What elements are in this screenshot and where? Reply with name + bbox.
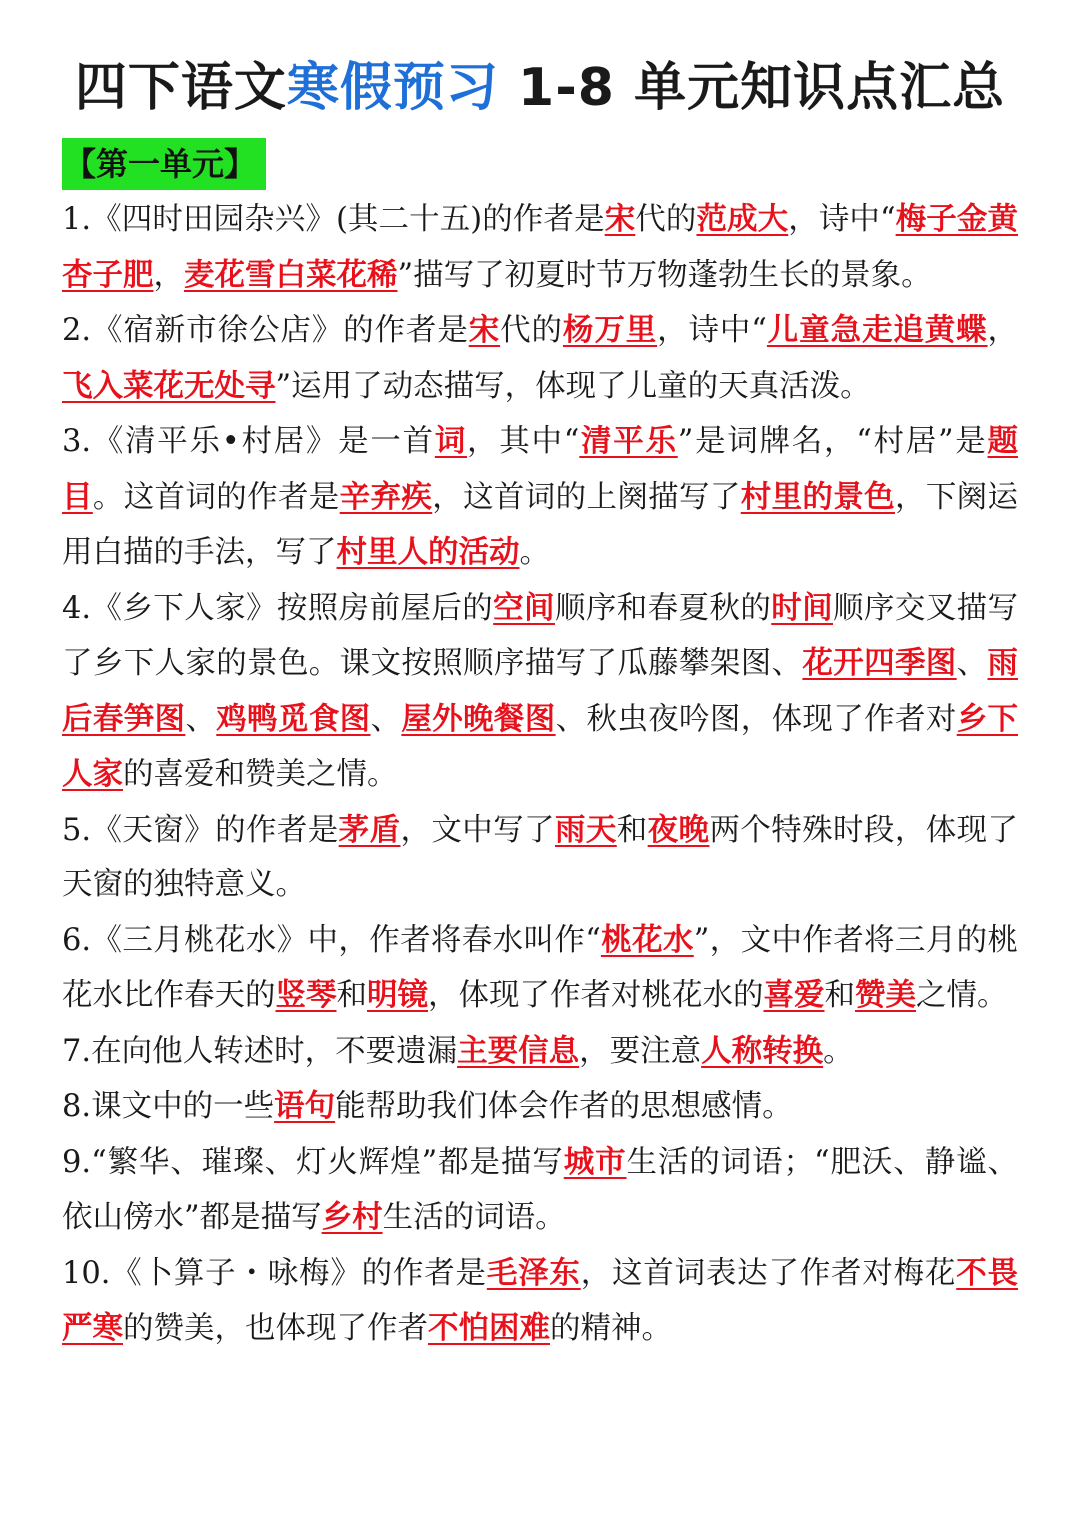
highlighted-answer: 宋 xyxy=(604,201,636,237)
body-text: 、 xyxy=(370,701,402,737)
body-text: ，这首词的上阕描写了 xyxy=(432,479,741,515)
body-text: ， xyxy=(987,313,1019,348)
body-text: 9.“繁华、璀璨、灯火辉煌”都是描写 xyxy=(62,1144,564,1180)
body-text: ，体现了作者对桃花水的 xyxy=(428,978,764,1013)
knowledge-point-8 xyxy=(62,1079,1018,1135)
body-text: 顺序和春夏秋的 xyxy=(554,590,772,626)
highlighted-answer: 城市 xyxy=(563,1143,627,1180)
highlighted-answer: 鸡鸭觅食图 xyxy=(216,700,371,737)
body-text: 和 xyxy=(336,978,367,1013)
body-text: ， xyxy=(153,257,184,293)
highlighted-answer: 不怕困难 xyxy=(428,1310,550,1346)
body-text: 8.课文中的一些 xyxy=(62,1089,275,1124)
body-text: ，要注意 xyxy=(579,1033,702,1069)
knowledge-point-4 xyxy=(62,581,1018,803)
highlighted-answer: 雨天 xyxy=(554,811,617,848)
highlighted-answer: 村里人的活动 xyxy=(336,534,520,570)
body-text: 、秋虫夜吟图，体现了作者对 xyxy=(555,701,957,737)
knowledge-point-1 xyxy=(62,192,1018,303)
body-text: 两个特殊时段，体现了天窗的独特意义。 xyxy=(62,812,1019,902)
body-text: 顺序交叉描写了乡下人家的景色。课文按照顺序描写了瓜藤攀架图、 xyxy=(62,590,1019,681)
highlighted-answer: 桃花水 xyxy=(600,921,694,958)
highlighted-answer: 清平乐 xyxy=(579,423,678,459)
highlighted-answer: 范成大 xyxy=(696,201,789,237)
highlighted-answer: 毛泽东 xyxy=(486,1254,581,1291)
highlighted-answer: 村里的景色 xyxy=(740,478,895,515)
body-text: ，下阕运用白描的手法，写了 xyxy=(62,479,1019,570)
highlighted-answer: 不畏严寒 xyxy=(62,1254,1019,1346)
body-text: 。 xyxy=(519,535,550,570)
knowledge-point-9 xyxy=(62,1135,1018,1246)
body-text: 的赞美，也体现了作者 xyxy=(123,1311,428,1346)
highlighted-answer: 雨后春笋图 xyxy=(62,645,1019,737)
body-text: ”运用了动态描写，体现了儿童的天真活泼。 xyxy=(275,368,871,404)
highlighted-answer: 儿童急走追黄蝶 xyxy=(766,312,988,348)
highlighted-answer: 夜晚 xyxy=(647,811,710,848)
body-text: 的精神。 xyxy=(550,1311,672,1346)
highlighted-answer: 宋 xyxy=(468,312,501,348)
highlighted-answer: 飞入菜花无处寻 xyxy=(62,367,276,404)
knowledge-point-10 xyxy=(62,1246,1018,1357)
body-text: 能帮助我们体会作者的思想感情。 xyxy=(335,1089,793,1124)
title-part-3: 1-8 单元知识点汇总 xyxy=(498,58,1006,118)
highlighted-answer: 竖琴 xyxy=(275,977,337,1013)
body-text: ，其中“ xyxy=(467,424,580,459)
highlighted-answer: 梅子金黄杏子肥 xyxy=(62,201,1018,293)
title-part-2-highlight: 寒假预习 xyxy=(286,58,499,118)
body-text: 的喜爱和赞美之情。 xyxy=(123,757,398,792)
body-text: 生活的词语。 xyxy=(382,1200,566,1235)
knowledge-point-7 xyxy=(62,1024,1018,1080)
highlighted-answer: 辛弃疾 xyxy=(339,478,433,515)
highlighted-answer: 喜爱 xyxy=(763,977,825,1013)
body-text: 7.在向他人转述时，不要遗漏 xyxy=(62,1033,458,1069)
highlighted-answer: 茅盾 xyxy=(338,811,401,848)
body-text: 代的 xyxy=(635,202,697,237)
highlighted-answer: 时间 xyxy=(771,589,834,626)
highlighted-answer: 乡下人家 xyxy=(62,700,1019,792)
knowledge-point-6 xyxy=(62,913,1018,1024)
highlighted-answer: 题目 xyxy=(62,423,1019,515)
highlighted-answer: 主要信息 xyxy=(457,1032,580,1069)
highlighted-answer: 屋外晚餐图 xyxy=(401,700,556,737)
body-text: 。 xyxy=(823,1033,854,1069)
body-text: 之情。 xyxy=(916,978,1008,1013)
body-text: 4.《乡下人家》按照房前屋后的 xyxy=(62,590,494,626)
unit-label: 【第一单元】 xyxy=(62,138,266,190)
highlighted-answer: 麦花雪白菜花稀 xyxy=(184,256,398,293)
body-text: 2.《宿新市徐公店》的作者是 xyxy=(62,313,469,348)
highlighted-answer: 明镜 xyxy=(367,977,428,1013)
body-text: 和 xyxy=(824,978,855,1013)
body-text: 和 xyxy=(616,812,648,848)
body-text: 生活的词语；“肥沃、静谧、依山傍水”都是描写 xyxy=(62,1144,1019,1235)
highlighted-answer: 杨万里 xyxy=(562,312,658,348)
body-text: ，诗中“ xyxy=(788,202,896,237)
body-text: ，文中写了 xyxy=(400,812,555,848)
title-part-1: 四下语文 xyxy=(74,58,287,118)
body-text: 。这首词的作者是 xyxy=(92,479,340,515)
highlighted-answer: 人称转换 xyxy=(701,1032,824,1069)
body-text: 6.《三月桃花水》中，作者将春水叫作“ xyxy=(62,922,601,958)
body-text: ”是词牌名，“村居”是 xyxy=(677,424,988,459)
body-text: 、 xyxy=(956,646,988,681)
knowledge-point-5 xyxy=(62,803,1018,913)
body-text: ”描写了初夏时节万物蓬勃生长的景象。 xyxy=(397,257,932,293)
highlighted-answer: 词 xyxy=(434,423,468,459)
page-title xyxy=(62,52,1018,124)
highlighted-answer: 花开四季图 xyxy=(802,645,957,681)
body-text: ，这首词表达了作者对梅花 xyxy=(580,1255,957,1291)
highlighted-answer: 空间 xyxy=(493,589,555,626)
body-text: 10.《卜算子・咏梅》的作者是 xyxy=(62,1255,487,1291)
body-text: 5.《天窗》的作者是 xyxy=(62,812,339,848)
highlighted-answer: 赞美 xyxy=(855,977,916,1013)
body-text: 3.《清平乐•村居》是一首 xyxy=(62,424,435,459)
highlighted-answer: 乡村 xyxy=(321,1199,383,1235)
body-text: 1.《四时田园杂兴》(其二十五)的作者是 xyxy=(62,202,605,237)
body-text: 代的 xyxy=(500,313,563,348)
body-text: ”，文中作者将三月的桃花水比作春天的 xyxy=(62,922,1019,1013)
body-text: ，诗中“ xyxy=(657,313,767,348)
body-text: 、 xyxy=(185,701,217,737)
highlighted-answer: 语句 xyxy=(274,1088,336,1124)
knowledge-point-2 xyxy=(62,303,1018,414)
knowledge-point-list xyxy=(62,192,1018,1357)
knowledge-point-3 xyxy=(62,414,1018,581)
